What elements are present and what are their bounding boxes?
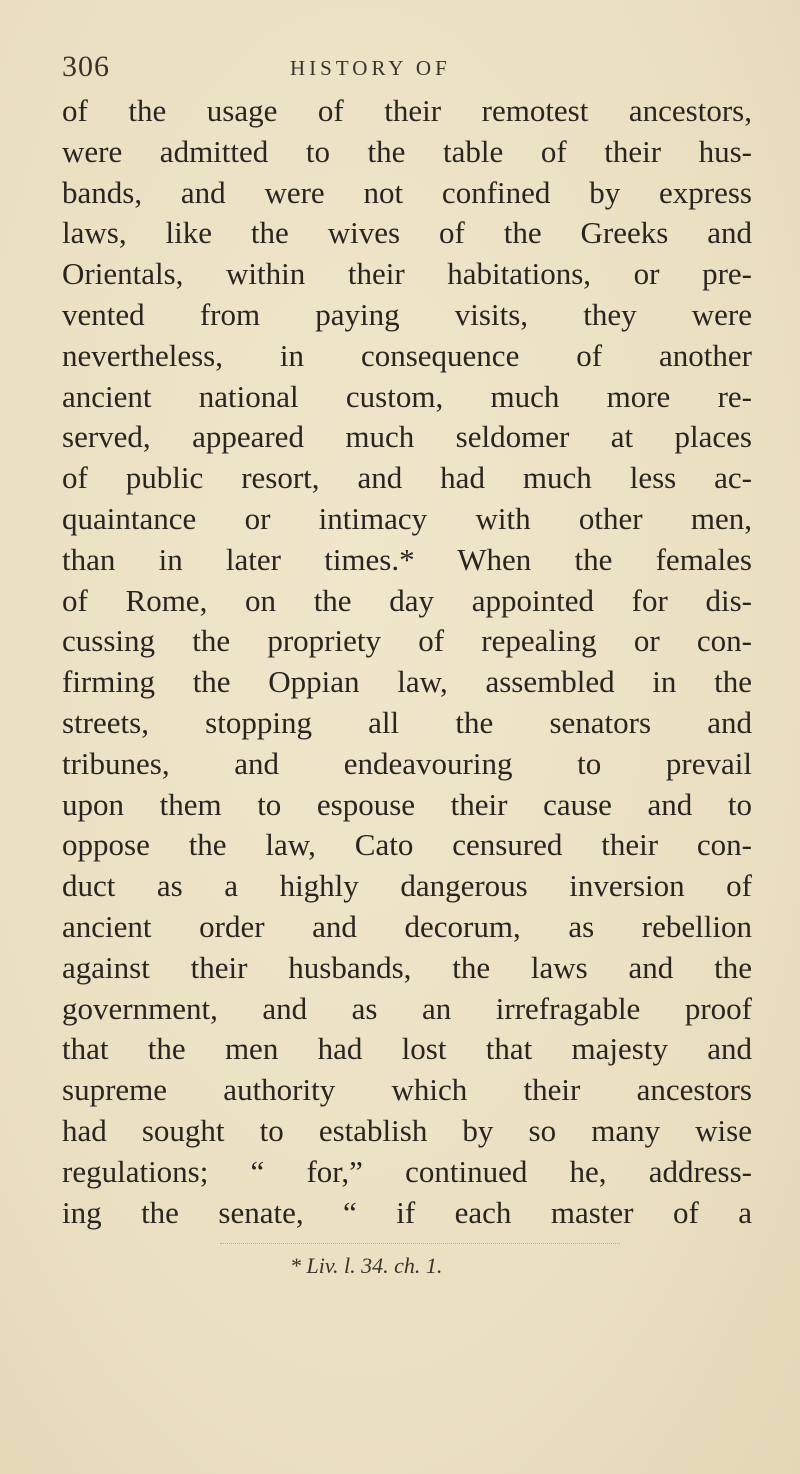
footnote: * Liv. l. 34. ch. 1. — [290, 1253, 443, 1278]
text-line: laws, like the wives of the Greeks and — [62, 215, 752, 251]
text-line: nevertheless, in consequence of another — [62, 337, 752, 373]
text-line: of public resort, and had much less ac- — [62, 460, 752, 496]
running-head: HISTORY OF — [290, 56, 451, 80]
text-line: oppose the law, Cato censured their con- — [62, 827, 752, 863]
text-line: of the usage of their remotest ancestors, — [62, 93, 752, 128]
text-line: ancient order and decorum, as rebellion — [62, 908, 752, 944]
text-line: had sought to establish by so many wise — [62, 1112, 752, 1148]
text-line: quaintance or intimacy with other men, — [62, 500, 752, 536]
text-line: cussing the propriety of repealing or con- — [62, 623, 752, 659]
text-line: Orientals, within their habitations, or pre- — [62, 256, 752, 292]
text-line: supreme authority which their ancestors — [62, 1072, 752, 1108]
text-line: streets, stopping all the senators and — [62, 704, 752, 740]
text-line: were admitted to the table of their hus- — [62, 133, 752, 169]
text-line: bands, and were not confined by express — [62, 174, 752, 210]
text-line: ing the senate, “ if each master of a — [62, 1194, 752, 1230]
page-number: 306 — [62, 50, 110, 83]
text-line: tribunes, and endeavouring to prevail — [62, 745, 752, 781]
text-line: of Rome, on the day appointed for dis- — [62, 582, 752, 618]
body-text — [62, 91, 752, 1233]
text-line: duct as a highly dangerous inversion of — [62, 868, 752, 904]
text-line: regulations; “ for,” continued he, address- — [62, 1153, 752, 1189]
text-line: vented from paying visits, they were — [62, 296, 752, 332]
text-line: upon them to espouse their cause and to — [62, 786, 752, 822]
text-line: against their husbands, the laws and the — [62, 949, 752, 985]
text-line: than in later times.* When the females — [62, 541, 752, 577]
footnote-divider — [220, 1243, 620, 1244]
text-line: government, and as an irrefragable proof — [62, 990, 752, 1026]
page-header — [62, 50, 752, 90]
text-line: firming the Oppian law, assembled in the — [62, 664, 752, 700]
text-line: ancient national custom, much more re- — [62, 378, 752, 414]
text-line: that the men had lost that majesty and — [62, 1031, 752, 1067]
text-line: served, appeared much seldomer at places — [62, 419, 752, 455]
